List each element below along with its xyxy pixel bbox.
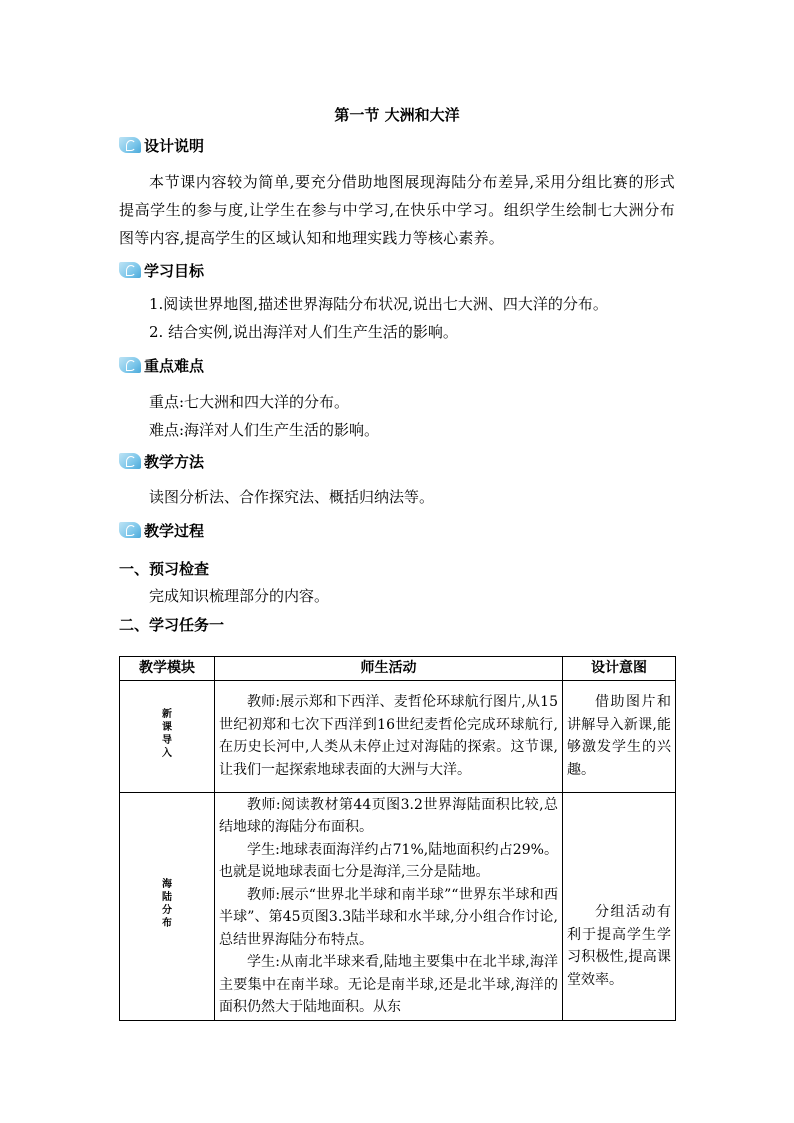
table-row xyxy=(120,680,676,792)
table-header-row xyxy=(120,657,676,681)
column-header-intent: 设计意图 xyxy=(563,657,676,681)
activity-paragraph: 学生:地球表面海洋约占71%,陆地面积约占29%。也就是说地球表面七分是海洋,三分是陆地。 xyxy=(219,841,558,880)
section-bullet-icon xyxy=(119,453,141,469)
activity-paragraph: 教师:展示郑和下西洋、麦哲伦环球航行图片,从15世纪初郑和七次下西洋到16世纪麦哲伦完成环球航行,在历史长河中,人类从未停止过对海陆的探索。这节课,让我们一起探索地球表面的大洲与大洋。 xyxy=(219,694,558,778)
module-label: 海陆分布 xyxy=(162,879,172,930)
section-bullet-icon xyxy=(119,137,141,153)
intent-text: 分组活动有利于提高学生学习积极性,提高课堂效率。 xyxy=(567,904,671,988)
page-title: 第一节 大洲和大洋 xyxy=(334,106,460,124)
module-cell xyxy=(120,680,215,792)
section-heading-label: 学习目标 xyxy=(144,261,205,280)
column-header-activities: 师生活动 xyxy=(215,657,563,681)
section-heading-label: 教学方法 xyxy=(144,452,205,471)
intent-cell xyxy=(563,792,676,1020)
section-heading-design xyxy=(119,135,204,155)
part1-heading: 一、预习检查 xyxy=(119,560,210,578)
design-paragraph: 本节课内容较为简单,要充分借助地图展现海陆分布差异,采用分组比赛的形式提高学生的参与度,让学生在参与中学习,在快乐中学习。组织学生绘制七大洲分布图等内容,提高学生的区域认知和地理实践力等核心素养。 xyxy=(119,173,675,247)
section-bullet-icon xyxy=(119,522,141,538)
section-bullet-icon xyxy=(119,262,141,278)
section-heading-label: 设计说明 xyxy=(144,136,205,155)
part1-text: 完成知识梳理部分的内容。 xyxy=(149,587,330,605)
key-point-item: 难点:海洋对人们生产生活的影响。 xyxy=(149,421,380,439)
column-header-module: 教学模块 xyxy=(120,657,215,681)
activity-cell xyxy=(215,680,563,792)
lesson-table xyxy=(119,656,676,1021)
methods-text: 读图分析法、合作探究法、概括归纳法等。 xyxy=(149,488,435,506)
module-cell xyxy=(120,792,215,1020)
activity-cell xyxy=(215,792,563,1020)
activity-paragraph: 教师:展示“世界北半球和南半球”“世界东半球和西半球”、第45页图3.3陆半球和水半球,分小组合作讨论,总结世界海陆分布特点。 xyxy=(219,886,558,948)
part2-heading: 二、学习任务一 xyxy=(119,616,225,634)
intent-text: 借助图片和讲解导入新课,能够激发学生的兴趣。 xyxy=(567,694,671,778)
section-heading-goals xyxy=(119,260,204,280)
activity-paragraph: 教师:阅读教材第44页图3.2世界海陆面积比较,总结地球的海陆分布面积。 xyxy=(219,796,558,835)
section-bullet-icon xyxy=(119,357,141,373)
section-heading-label: 教学过程 xyxy=(144,521,205,540)
module-label: 新课导入 xyxy=(162,709,172,760)
key-point-item: 重点:七大洲和四大洋的分布。 xyxy=(149,393,350,411)
goal-item: 2. 结合实例,说出海洋对人们生产生活的影响。 xyxy=(149,323,458,341)
table-row xyxy=(120,792,676,1020)
goal-item: 1.阅读世界地图,描述世界海陆分布状况,说出七大洲、四大洋的分布。 xyxy=(149,295,608,313)
activity-paragraph: 学生:从南北半球来看,陆地主要集中在北半球,海洋主要集中在南半球。无论是南半球,还是北半球,海洋的面积仍然大于陆地面积。从东 xyxy=(219,954,558,1015)
section-heading-methods xyxy=(119,451,204,471)
section-heading-key-points xyxy=(119,355,204,375)
section-heading-process xyxy=(119,520,204,540)
section-heading-label: 重点难点 xyxy=(144,356,205,375)
intent-cell xyxy=(563,680,676,792)
